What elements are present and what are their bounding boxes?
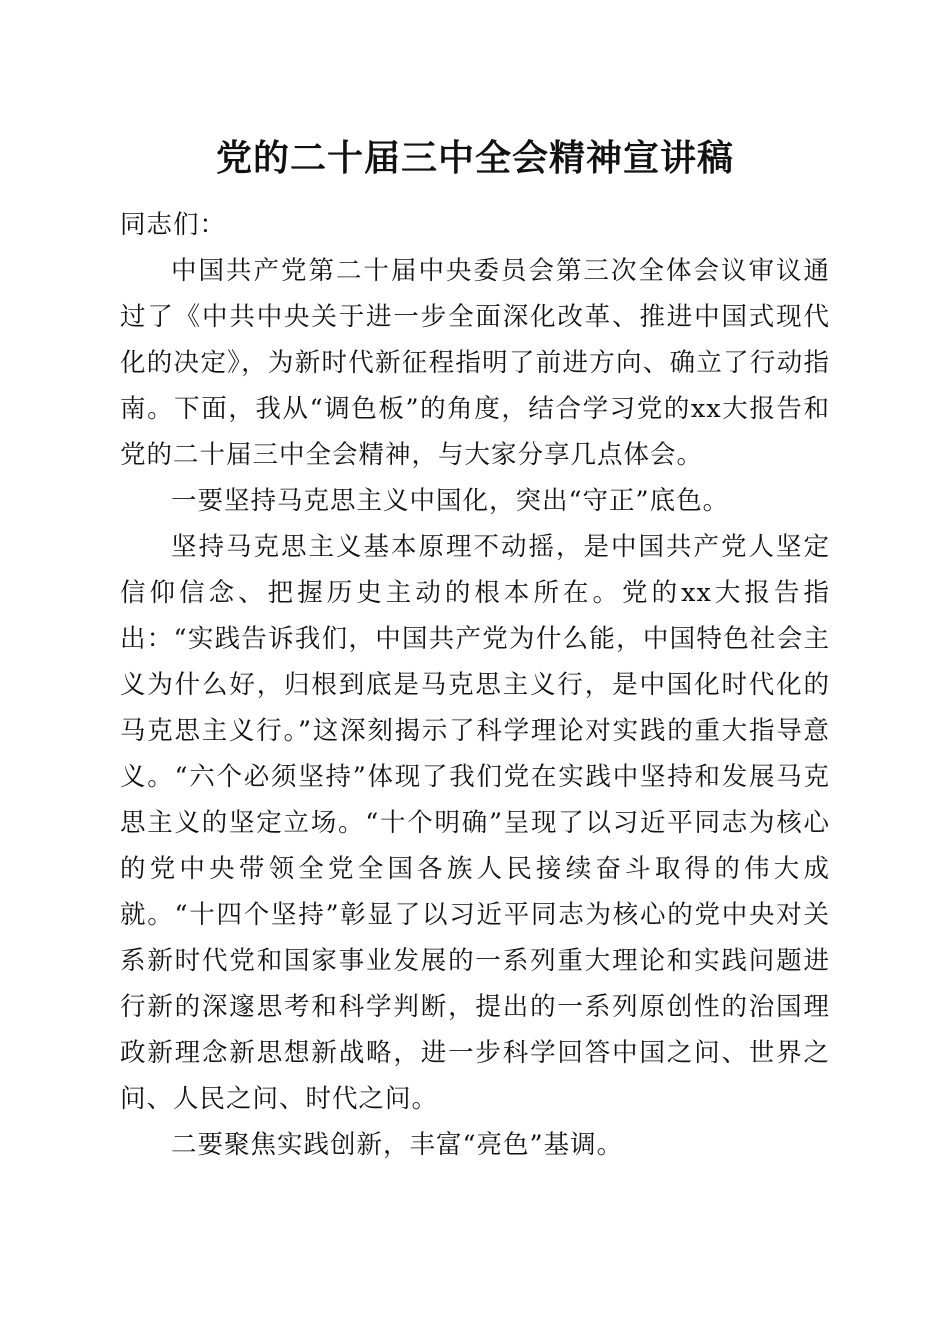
paragraph-section-1: 坚持马克思主义基本原理不动摇，是中国共产党人坚定信仰信念、把握历史主动的根本所在。党的xx大报告指出：“实践告诉我们，中国共产党为什么能，中国特色社会主义为什么好，归根到底是马克思主义行，是中国化时代化的马克思主义行。”这深刻揭示了科学理论对实践的重大指导意义。“六个必须坚持”体现了我们党在实践中坚持和发展马克思主义的坚定立场。“十个明确”呈现了以习近平同志为核心的党中央带领全党全国各族人民接续奋斗取得的伟大成就。“十四个坚持”彰显了以习近平同志为核心的党中央对关系新时代党和国家事业发展的一系列重大理论和实践问题进行新的深邃思考和科学判断，提出的一系列原创性的治国理政新理念新思想新战略，进一步科学回答中国之问、世界之问、人民之问、时代之问。 [120, 532, 830, 1114]
document-title: 党的二十届三中全会精神宣讲稿 [215, 137, 734, 179]
paragraph-intro: 中国共产党第二十届中央委员会第三次全体会议审议通过了《中共中央关于进一步全面深化改革、推进中国式现代化的决定》，为新时代新征程指明了前进方向、确立了行动指南。下面，我从“调色板”的角度，结合学习党的xx大报告和党的二十届三中全会精神，与大家分享几点体会。 [120, 256, 830, 470]
section-heading-1: 一要坚持马克思主义中国化，突出“守正”底色。 [171, 486, 730, 516]
section-heading-2: 二要聚焦实践创新，丰富“亮色”基调。 [171, 1130, 624, 1160]
document-body [120, 202, 830, 1168]
salutation: 同志们： [120, 210, 227, 240]
